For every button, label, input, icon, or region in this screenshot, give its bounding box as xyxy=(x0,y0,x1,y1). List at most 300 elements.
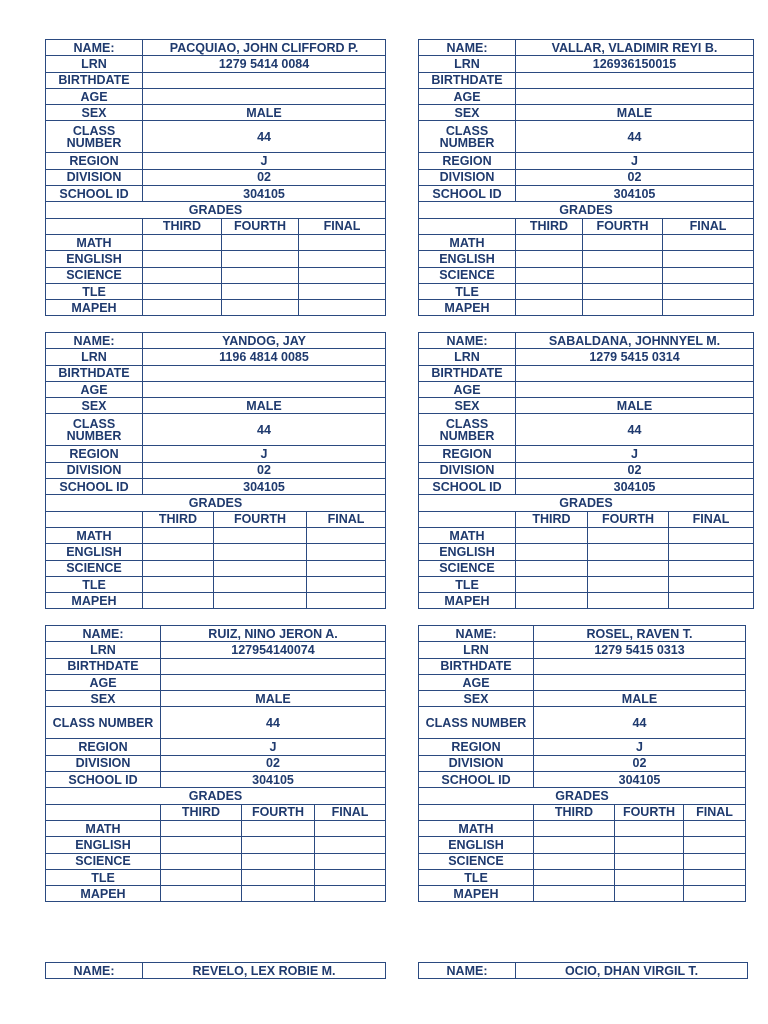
grade-row xyxy=(46,820,386,836)
name-label: NAME: xyxy=(46,963,143,979)
region-label: REGION xyxy=(46,446,143,462)
grades-header: GRADES xyxy=(419,788,746,804)
final-grade-cell xyxy=(669,527,754,543)
lrn-label: LRN xyxy=(46,349,143,365)
student-name: OCIO, DHAN VIRGIL T. xyxy=(516,963,748,979)
grade-row xyxy=(419,560,754,576)
fourth-quarter-header: FOURTH xyxy=(242,804,315,820)
subject-label: ENGLISH xyxy=(46,837,161,853)
division-value: 02 xyxy=(161,755,386,771)
lrn-value: 1196 4814 0085 xyxy=(143,349,386,365)
final-grade-cell xyxy=(669,560,754,576)
lrn-label: LRN xyxy=(419,642,534,658)
school-id-label: SCHOOL ID xyxy=(419,479,516,495)
sex-label: SEX xyxy=(46,691,161,707)
subject-label: MATH xyxy=(46,527,143,543)
final-grade-header: FINAL xyxy=(299,218,386,234)
final-grade-cell xyxy=(684,886,746,902)
fourth-quarter-header: FOURTH xyxy=(222,218,299,234)
final-grade-cell xyxy=(315,837,386,853)
birthdate-label: BIRTHDATE xyxy=(419,72,516,88)
final-grade-header: FINAL xyxy=(307,511,386,527)
fourth-grade-cell xyxy=(583,300,663,316)
third-grade-cell xyxy=(516,300,583,316)
lrn-value: 1279 5415 0313 xyxy=(534,642,746,658)
grades-corner-cell xyxy=(46,804,161,820)
grades-corner-cell xyxy=(46,218,143,234)
fourth-grade-cell xyxy=(222,251,299,267)
class-number-value: 44 xyxy=(143,121,386,153)
student-name: PACQUIAO, JOHN CLIFFORD P. xyxy=(143,40,386,56)
third-grade-cell xyxy=(143,251,222,267)
final-grade-cell xyxy=(663,300,754,316)
final-grade-header: FINAL xyxy=(684,804,746,820)
sex-value: MALE xyxy=(161,691,386,707)
division-value: 02 xyxy=(516,462,754,478)
final-grade-cell xyxy=(684,820,746,836)
birthdate-value xyxy=(143,72,386,88)
division-value: 02 xyxy=(143,462,386,478)
class-number-value: 44 xyxy=(161,707,386,739)
student-card xyxy=(418,332,754,609)
subject-label: MAPEH xyxy=(46,300,143,316)
subject-label: ENGLISH xyxy=(419,837,534,853)
student-card xyxy=(45,625,386,902)
fourth-grade-cell xyxy=(583,251,663,267)
subject-label: MAPEH xyxy=(46,593,143,609)
grade-row xyxy=(419,869,746,885)
grade-row xyxy=(419,853,746,869)
grade-row xyxy=(419,593,754,609)
sex-label: SEX xyxy=(419,105,516,121)
region-label: REGION xyxy=(46,739,161,755)
school-id-label: SCHOOL ID xyxy=(46,479,143,495)
fourth-grade-cell xyxy=(583,267,663,283)
subject-label: MAPEH xyxy=(419,593,516,609)
lrn-value: 127954140074 xyxy=(161,642,386,658)
sex-value: MALE xyxy=(516,398,754,414)
fourth-grade-cell xyxy=(242,853,315,869)
subject-label: SCIENCE xyxy=(46,267,143,283)
school-id-value: 304105 xyxy=(516,186,754,202)
lrn-label: LRN xyxy=(419,349,516,365)
sex-label: SEX xyxy=(419,691,534,707)
grade-row xyxy=(419,820,746,836)
student-card-partial xyxy=(418,962,748,979)
name-label: NAME: xyxy=(419,963,516,979)
subject-label: MATH xyxy=(46,820,161,836)
third-grade-cell xyxy=(534,820,615,836)
final-grade-cell xyxy=(315,886,386,902)
fourth-grade-cell xyxy=(222,234,299,250)
subject-label: ENGLISH xyxy=(419,544,516,560)
third-grade-cell xyxy=(161,886,242,902)
grades-corner-cell xyxy=(419,218,516,234)
class-number-label: CLASS NUMBER xyxy=(419,414,516,446)
final-grade-cell xyxy=(684,853,746,869)
sex-label: SEX xyxy=(46,105,143,121)
subject-label: MATH xyxy=(419,234,516,250)
grades-corner-cell xyxy=(419,511,516,527)
fourth-grade-cell xyxy=(222,283,299,299)
region-value: J xyxy=(516,446,754,462)
school-id-value: 304105 xyxy=(534,772,746,788)
grade-row xyxy=(419,837,746,853)
student-name: RUIZ, NINO JERON A. xyxy=(161,626,386,642)
student-card xyxy=(45,39,386,316)
third-grade-cell xyxy=(143,234,222,250)
student-name: REVELO, LEX ROBIE M. xyxy=(143,963,386,979)
division-value: 02 xyxy=(143,169,386,185)
final-grade-cell xyxy=(669,544,754,560)
lrn-label: LRN xyxy=(46,56,143,72)
class-number-label: CLASS NUMBER xyxy=(46,707,161,739)
grade-row xyxy=(46,544,386,560)
birthdate-value xyxy=(516,72,754,88)
final-grade-header: FINAL xyxy=(669,511,754,527)
third-grade-cell xyxy=(516,251,583,267)
name-label: NAME: xyxy=(419,333,516,349)
birthdate-label: BIRTHDATE xyxy=(46,658,161,674)
third-grade-cell xyxy=(161,837,242,853)
third-grade-cell xyxy=(516,267,583,283)
final-grade-cell xyxy=(315,820,386,836)
final-grade-cell xyxy=(663,234,754,250)
final-grade-cell xyxy=(307,527,386,543)
sex-value: MALE xyxy=(534,691,746,707)
grade-row xyxy=(419,267,754,283)
age-value xyxy=(516,381,754,397)
third-grade-cell xyxy=(516,527,588,543)
grade-row xyxy=(46,560,386,576)
third-grade-cell xyxy=(161,869,242,885)
age-value xyxy=(534,674,746,690)
third-grade-cell xyxy=(143,593,214,609)
age-label: AGE xyxy=(46,381,143,397)
lrn-label: LRN xyxy=(419,56,516,72)
school-id-label: SCHOOL ID xyxy=(419,186,516,202)
grade-row xyxy=(46,886,386,902)
division-value: 02 xyxy=(516,169,754,185)
fourth-grade-cell xyxy=(615,869,684,885)
school-id-value: 304105 xyxy=(161,772,386,788)
division-label: DIVISION xyxy=(419,169,516,185)
age-label: AGE xyxy=(46,88,143,104)
final-grade-cell xyxy=(684,869,746,885)
grade-row xyxy=(419,283,754,299)
third-grade-cell xyxy=(534,853,615,869)
grade-row xyxy=(419,251,754,267)
third-grade-cell xyxy=(143,527,214,543)
grade-row xyxy=(419,300,754,316)
sex-label: SEX xyxy=(46,398,143,414)
fourth-grade-cell xyxy=(583,234,663,250)
birthdate-label: BIRTHDATE xyxy=(419,658,534,674)
sex-label: SEX xyxy=(419,398,516,414)
grade-row xyxy=(419,544,754,560)
grade-row xyxy=(46,853,386,869)
subject-label: TLE xyxy=(46,283,143,299)
fourth-grade-cell xyxy=(615,886,684,902)
class-number-label: CLASS NUMBER xyxy=(419,121,516,153)
final-grade-cell xyxy=(299,234,386,250)
subject-label: TLE xyxy=(419,283,516,299)
final-grade-cell xyxy=(299,267,386,283)
school-id-label: SCHOOL ID xyxy=(46,186,143,202)
third-quarter-header: THIRD xyxy=(516,218,583,234)
sex-value: MALE xyxy=(143,105,386,121)
subject-label: TLE xyxy=(46,576,143,592)
subject-label: ENGLISH xyxy=(46,544,143,560)
fourth-grade-cell xyxy=(242,886,315,902)
school-id-value: 304105 xyxy=(516,479,754,495)
fourth-grade-cell xyxy=(588,560,669,576)
sex-value: MALE xyxy=(143,398,386,414)
class-number-value: 44 xyxy=(516,121,754,153)
grade-row xyxy=(46,837,386,853)
subject-label: MAPEH xyxy=(46,886,161,902)
third-grade-cell xyxy=(143,283,222,299)
name-label: NAME: xyxy=(419,40,516,56)
final-grade-header: FINAL xyxy=(315,804,386,820)
division-label: DIVISION xyxy=(419,462,516,478)
birthdate-label: BIRTHDATE xyxy=(46,365,143,381)
region-label: REGION xyxy=(419,739,534,755)
third-grade-cell xyxy=(143,560,214,576)
age-label: AGE xyxy=(419,381,516,397)
fourth-grade-cell xyxy=(588,576,669,592)
fourth-grade-cell xyxy=(583,283,663,299)
subject-label: TLE xyxy=(46,869,161,885)
fourth-grade-cell xyxy=(222,267,299,283)
final-grade-cell xyxy=(663,283,754,299)
fourth-grade-cell xyxy=(615,853,684,869)
third-grade-cell xyxy=(516,544,588,560)
student-card xyxy=(45,332,386,609)
third-grade-cell xyxy=(534,837,615,853)
subject-label: SCIENCE xyxy=(46,853,161,869)
school-id-value: 304105 xyxy=(143,479,386,495)
fourth-quarter-header: FOURTH xyxy=(214,511,307,527)
class-number-label: CLASS NUMBER xyxy=(419,707,534,739)
final-grade-cell xyxy=(663,251,754,267)
age-value xyxy=(161,674,386,690)
fourth-grade-cell xyxy=(242,820,315,836)
grade-row xyxy=(419,527,754,543)
student-card xyxy=(418,625,746,902)
third-grade-cell xyxy=(143,300,222,316)
school-id-label: SCHOOL ID xyxy=(419,772,534,788)
birthdate-value xyxy=(516,365,754,381)
age-label: AGE xyxy=(419,674,534,690)
name-label: NAME: xyxy=(46,333,143,349)
grade-row xyxy=(46,869,386,885)
fourth-grade-cell xyxy=(214,560,307,576)
third-grade-cell xyxy=(516,234,583,250)
age-value xyxy=(143,88,386,104)
subject-label: TLE xyxy=(419,576,516,592)
grade-row xyxy=(46,593,386,609)
birthdate-label: BIRTHDATE xyxy=(46,72,143,88)
fourth-grade-cell xyxy=(615,837,684,853)
birthdate-value xyxy=(534,658,746,674)
division-label: DIVISION xyxy=(46,462,143,478)
third-grade-cell xyxy=(534,886,615,902)
fourth-grade-cell xyxy=(588,544,669,560)
final-grade-cell xyxy=(299,283,386,299)
lrn-label: LRN xyxy=(46,642,161,658)
student-card xyxy=(418,39,754,316)
class-number-value: 44 xyxy=(143,414,386,446)
birthdate-label: BIRTHDATE xyxy=(419,365,516,381)
grade-row xyxy=(46,576,386,592)
grade-row xyxy=(46,251,386,267)
lrn-value: 126936150015 xyxy=(516,56,754,72)
final-grade-header: FINAL xyxy=(663,218,754,234)
final-grade-cell xyxy=(684,837,746,853)
fourth-quarter-header: FOURTH xyxy=(583,218,663,234)
grade-row xyxy=(419,576,754,592)
grade-row xyxy=(46,267,386,283)
third-quarter-header: THIRD xyxy=(143,511,214,527)
fourth-grade-cell xyxy=(214,544,307,560)
subject-label: TLE xyxy=(419,869,534,885)
region-value: J xyxy=(161,739,386,755)
third-quarter-header: THIRD xyxy=(516,511,588,527)
grades-header: GRADES xyxy=(46,495,386,511)
school-id-value: 304105 xyxy=(143,186,386,202)
student-name: YANDOG, JAY xyxy=(143,333,386,349)
division-label: DIVISION xyxy=(46,169,143,185)
fourth-quarter-header: FOURTH xyxy=(615,804,684,820)
class-number-value: 44 xyxy=(516,414,754,446)
third-grade-cell xyxy=(516,576,588,592)
fourth-grade-cell xyxy=(214,576,307,592)
name-label: NAME: xyxy=(46,40,143,56)
grade-row xyxy=(419,886,746,902)
final-grade-cell xyxy=(307,576,386,592)
third-quarter-header: THIRD xyxy=(534,804,615,820)
third-grade-cell xyxy=(534,869,615,885)
region-label: REGION xyxy=(46,153,143,169)
class-number-label: CLASS NUMBER xyxy=(46,414,143,446)
fourth-grade-cell xyxy=(615,820,684,836)
student-name: ROSEL, RAVEN T. xyxy=(534,626,746,642)
grades-header: GRADES xyxy=(419,495,754,511)
subject-label: MAPEH xyxy=(419,886,534,902)
grade-row xyxy=(46,300,386,316)
third-grade-cell xyxy=(516,560,588,576)
third-grade-cell xyxy=(143,267,222,283)
third-grade-cell xyxy=(516,593,588,609)
subject-label: ENGLISH xyxy=(46,251,143,267)
grades-header: GRADES xyxy=(46,788,386,804)
final-grade-cell xyxy=(669,593,754,609)
lrn-value: 1279 5414 0084 xyxy=(143,56,386,72)
region-label: REGION xyxy=(419,153,516,169)
third-grade-cell xyxy=(161,820,242,836)
subject-label: MATH xyxy=(419,527,516,543)
age-value xyxy=(143,381,386,397)
grades-header: GRADES xyxy=(419,202,754,218)
name-label: NAME: xyxy=(46,626,161,642)
fourth-grade-cell xyxy=(214,527,307,543)
class-number-value: 44 xyxy=(534,707,746,739)
region-value: J xyxy=(143,153,386,169)
school-id-label: SCHOOL ID xyxy=(46,772,161,788)
grades-corner-cell xyxy=(46,511,143,527)
region-label: REGION xyxy=(419,446,516,462)
student-name: VALLAR, VLADIMIR REYI B. xyxy=(516,40,754,56)
age-label: AGE xyxy=(419,88,516,104)
sex-value: MALE xyxy=(516,105,754,121)
subject-label: MAPEH xyxy=(419,300,516,316)
subject-label: MATH xyxy=(46,234,143,250)
grades-corner-cell xyxy=(419,804,534,820)
region-value: J xyxy=(516,153,754,169)
final-grade-cell xyxy=(307,560,386,576)
subject-label: MATH xyxy=(419,820,534,836)
birthdate-value xyxy=(161,658,386,674)
birthdate-value xyxy=(143,365,386,381)
region-value: J xyxy=(143,446,386,462)
final-grade-cell xyxy=(307,544,386,560)
grade-row xyxy=(46,283,386,299)
age-value xyxy=(516,88,754,104)
final-grade-cell xyxy=(315,853,386,869)
region-value: J xyxy=(534,739,746,755)
class-number-label: CLASS NUMBER xyxy=(46,121,143,153)
final-grade-cell xyxy=(299,300,386,316)
age-label: AGE xyxy=(46,674,161,690)
grades-header: GRADES xyxy=(46,202,386,218)
student-name: SABALDANA, JOHNNYEL M. xyxy=(516,333,754,349)
division-label: DIVISION xyxy=(419,755,534,771)
grade-row xyxy=(46,527,386,543)
grade-row xyxy=(419,234,754,250)
grade-row xyxy=(46,234,386,250)
subject-label: SCIENCE xyxy=(419,560,516,576)
division-label: DIVISION xyxy=(46,755,161,771)
subject-label: SCIENCE xyxy=(46,560,143,576)
fourth-grade-cell xyxy=(242,837,315,853)
fourth-grade-cell xyxy=(242,869,315,885)
lrn-value: 1279 5415 0314 xyxy=(516,349,754,365)
final-grade-cell xyxy=(307,593,386,609)
name-label: NAME: xyxy=(419,626,534,642)
third-quarter-header: THIRD xyxy=(161,804,242,820)
subject-label: SCIENCE xyxy=(419,853,534,869)
third-grade-cell xyxy=(143,576,214,592)
fourth-grade-cell xyxy=(222,300,299,316)
final-grade-cell xyxy=(299,251,386,267)
third-grade-cell xyxy=(516,283,583,299)
fourth-grade-cell xyxy=(214,593,307,609)
final-grade-cell xyxy=(669,576,754,592)
third-quarter-header: THIRD xyxy=(143,218,222,234)
final-grade-cell xyxy=(315,869,386,885)
subject-label: ENGLISH xyxy=(419,251,516,267)
fourth-grade-cell xyxy=(588,527,669,543)
division-value: 02 xyxy=(534,755,746,771)
fourth-grade-cell xyxy=(588,593,669,609)
third-grade-cell xyxy=(143,544,214,560)
student-card-partial xyxy=(45,962,386,979)
fourth-quarter-header: FOURTH xyxy=(588,511,669,527)
third-grade-cell xyxy=(161,853,242,869)
final-grade-cell xyxy=(663,267,754,283)
subject-label: SCIENCE xyxy=(419,267,516,283)
